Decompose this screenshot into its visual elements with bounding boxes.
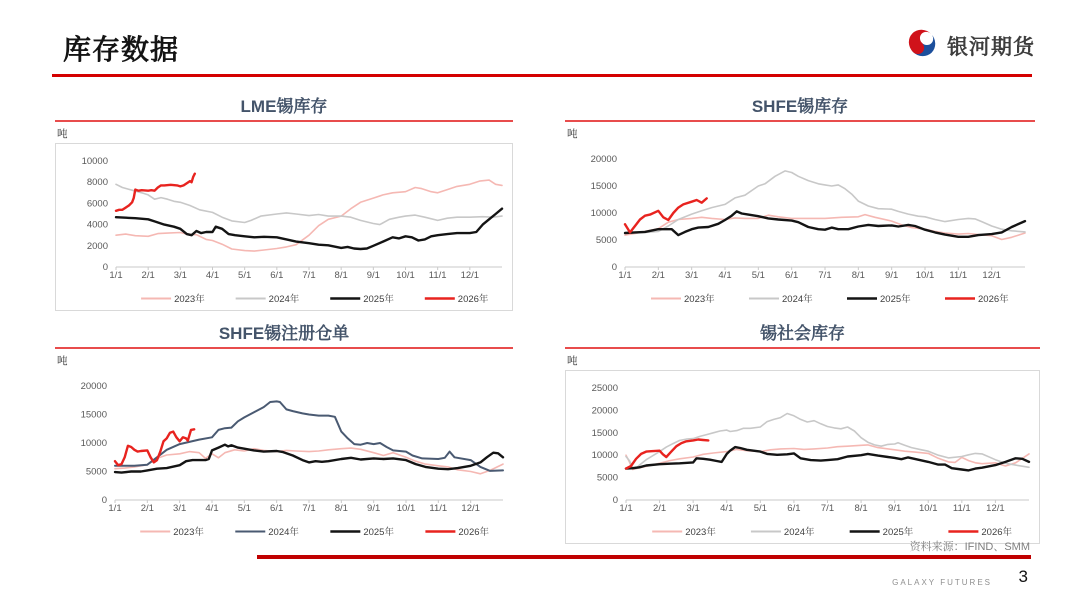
svg-text:5000: 5000: [85, 466, 107, 478]
svg-text:2024年: 2024年: [268, 294, 300, 305]
svg-text:7/1: 7/1: [818, 270, 832, 281]
svg-text:3/1: 3/1: [686, 503, 700, 514]
svg-text:5000: 5000: [596, 472, 618, 484]
svg-text:3/1: 3/1: [173, 270, 187, 281]
svg-text:2025年: 2025年: [882, 527, 914, 538]
svg-text:10000: 10000: [591, 450, 618, 462]
svg-text:11/1: 11/1: [952, 503, 971, 514]
svg-text:4/1: 4/1: [205, 270, 220, 281]
svg-text:9/1: 9/1: [888, 503, 902, 514]
chart-title: SHFE锡注册仓单: [218, 324, 350, 343]
svg-text:6/1: 6/1: [785, 270, 799, 281]
chart-title: LME锡库存: [240, 97, 328, 116]
header-rule: [52, 74, 1032, 77]
svg-text:7/1: 7/1: [302, 270, 316, 281]
unit-label: 吨: [57, 128, 68, 140]
chart-title-rule: [55, 120, 513, 122]
plot-area: [55, 370, 513, 542]
svg-text:2024年: 2024年: [782, 294, 813, 305]
svg-text:4/1: 4/1: [718, 270, 732, 281]
shfe-tin-inventory-plot: [565, 143, 1035, 309]
svg-text:10000: 10000: [590, 208, 617, 219]
svg-text:2025年: 2025年: [363, 527, 394, 538]
svg-text:12/1: 12/1: [460, 270, 480, 281]
svg-text:1/1: 1/1: [109, 270, 123, 281]
svg-text:9/1: 9/1: [366, 270, 380, 281]
galaxy-logo-icon: [905, 26, 939, 65]
svg-text:7/1: 7/1: [302, 503, 316, 514]
plot-area: [565, 370, 1040, 544]
svg-text:11/1: 11/1: [429, 503, 448, 514]
svg-text:8/1: 8/1: [851, 270, 865, 281]
svg-text:1/1: 1/1: [619, 503, 633, 514]
svg-text:2023年: 2023年: [685, 527, 716, 538]
source-note: 资料来源：IFIND、SMM: [909, 541, 1030, 553]
svg-text:15000: 15000: [80, 409, 107, 421]
svg-text:5/1: 5/1: [237, 503, 251, 514]
svg-text:20000: 20000: [591, 405, 618, 417]
svg-text:10000: 10000: [80, 438, 107, 449]
svg-text:2025年: 2025年: [880, 294, 911, 305]
svg-text:2026年: 2026年: [458, 527, 490, 538]
svg-text:10/1: 10/1: [915, 270, 935, 281]
svg-text:3/1: 3/1: [173, 503, 187, 514]
plot-area: [565, 143, 1035, 309]
svg-text:20000: 20000: [590, 154, 617, 165]
svg-text:2000: 2000: [86, 240, 108, 252]
svg-text:8/1: 8/1: [334, 503, 348, 514]
svg-text:2026年: 2026年: [981, 527, 1013, 538]
svg-text:25000: 25000: [591, 383, 618, 394]
svg-text:6000: 6000: [86, 198, 108, 210]
svg-text:9/1: 9/1: [885, 270, 899, 281]
svg-text:1/1: 1/1: [618, 270, 632, 281]
svg-text:2/1: 2/1: [651, 270, 665, 281]
svg-text:10000: 10000: [81, 156, 108, 167]
svg-text:0: 0: [612, 495, 618, 506]
svg-text:6/1: 6/1: [787, 503, 801, 514]
svg-text:12/1: 12/1: [986, 503, 1005, 514]
svg-text:15000: 15000: [591, 427, 618, 439]
chart-title: 锡社会库存: [760, 324, 845, 343]
svg-text:11/1: 11/1: [428, 270, 447, 281]
plot-area: [55, 143, 513, 311]
footer-rule: [257, 555, 1031, 559]
svg-text:20000: 20000: [80, 381, 107, 392]
svg-text:6/1: 6/1: [270, 503, 284, 514]
unit-label: 吨: [567, 128, 578, 140]
svg-text:2024年: 2024年: [783, 527, 815, 538]
svg-text:12/1: 12/1: [982, 270, 1001, 281]
svg-text:2025年: 2025年: [363, 294, 394, 305]
svg-text:8/1: 8/1: [854, 503, 868, 514]
page-title: 库存数据: [63, 34, 180, 65]
svg-text:9/1: 9/1: [367, 503, 381, 514]
svg-text:5000: 5000: [595, 235, 617, 246]
svg-text:4000: 4000: [86, 219, 108, 231]
svg-text:4/1: 4/1: [720, 503, 734, 514]
chart-title-rule: [565, 347, 1040, 349]
galaxy-futures-logo: [905, 26, 1035, 65]
svg-text:2023年: 2023年: [684, 294, 715, 305]
tin-social-inventory-plot: [566, 371, 1039, 543]
svg-text:0: 0: [611, 262, 617, 273]
svg-text:5/1: 5/1: [238, 270, 252, 281]
svg-text:2/1: 2/1: [141, 270, 155, 281]
svg-text:1/1: 1/1: [108, 503, 122, 514]
svg-text:4/1: 4/1: [205, 503, 219, 514]
svg-text:2/1: 2/1: [140, 503, 154, 514]
shfe-tin-warrants-plot: [55, 370, 513, 542]
lme-tin-inventory-plot: [56, 144, 512, 310]
unit-label: 吨: [567, 355, 578, 367]
svg-text:8000: 8000: [86, 177, 108, 189]
svg-text:12/1: 12/1: [461, 503, 480, 514]
svg-text:15000: 15000: [590, 181, 617, 192]
svg-text:2/1: 2/1: [652, 503, 667, 514]
chart-tin-social-inventory: [565, 324, 1040, 544]
chart-title-rule: [565, 120, 1035, 122]
chart-lme-tin-inventory: [55, 97, 513, 311]
svg-text:6/1: 6/1: [270, 270, 284, 281]
page-number: 3: [1018, 567, 1028, 586]
svg-text:2023年: 2023年: [174, 294, 205, 305]
svg-text:10/1: 10/1: [919, 503, 938, 514]
svg-text:2026年: 2026年: [978, 294, 1009, 305]
svg-text:0: 0: [101, 495, 107, 506]
footer-brand: GALAXY FUTURES: [892, 578, 992, 587]
svg-text:10/1: 10/1: [396, 503, 416, 514]
svg-text:10/1: 10/1: [396, 270, 415, 281]
chart-shfe-tin-inventory: [565, 97, 1035, 309]
chart-shfe-tin-warrants: [55, 324, 513, 542]
logo-text: 银河期货: [947, 35, 1035, 59]
svg-text:3/1: 3/1: [685, 270, 699, 281]
svg-text:2024年: 2024年: [268, 527, 299, 538]
svg-text:2026年: 2026年: [457, 294, 489, 305]
svg-text:8/1: 8/1: [334, 270, 348, 281]
svg-text:5/1: 5/1: [751, 270, 765, 281]
svg-text:5/1: 5/1: [753, 503, 767, 514]
chart-title-rule: [55, 347, 513, 349]
svg-text:7/1: 7/1: [820, 503, 835, 514]
svg-text:2023年: 2023年: [173, 527, 204, 538]
svg-text:11/1: 11/1: [949, 270, 968, 281]
svg-text:0: 0: [102, 262, 108, 273]
unit-label: 吨: [57, 355, 68, 367]
chart-title: SHFE锡库存: [751, 97, 849, 116]
